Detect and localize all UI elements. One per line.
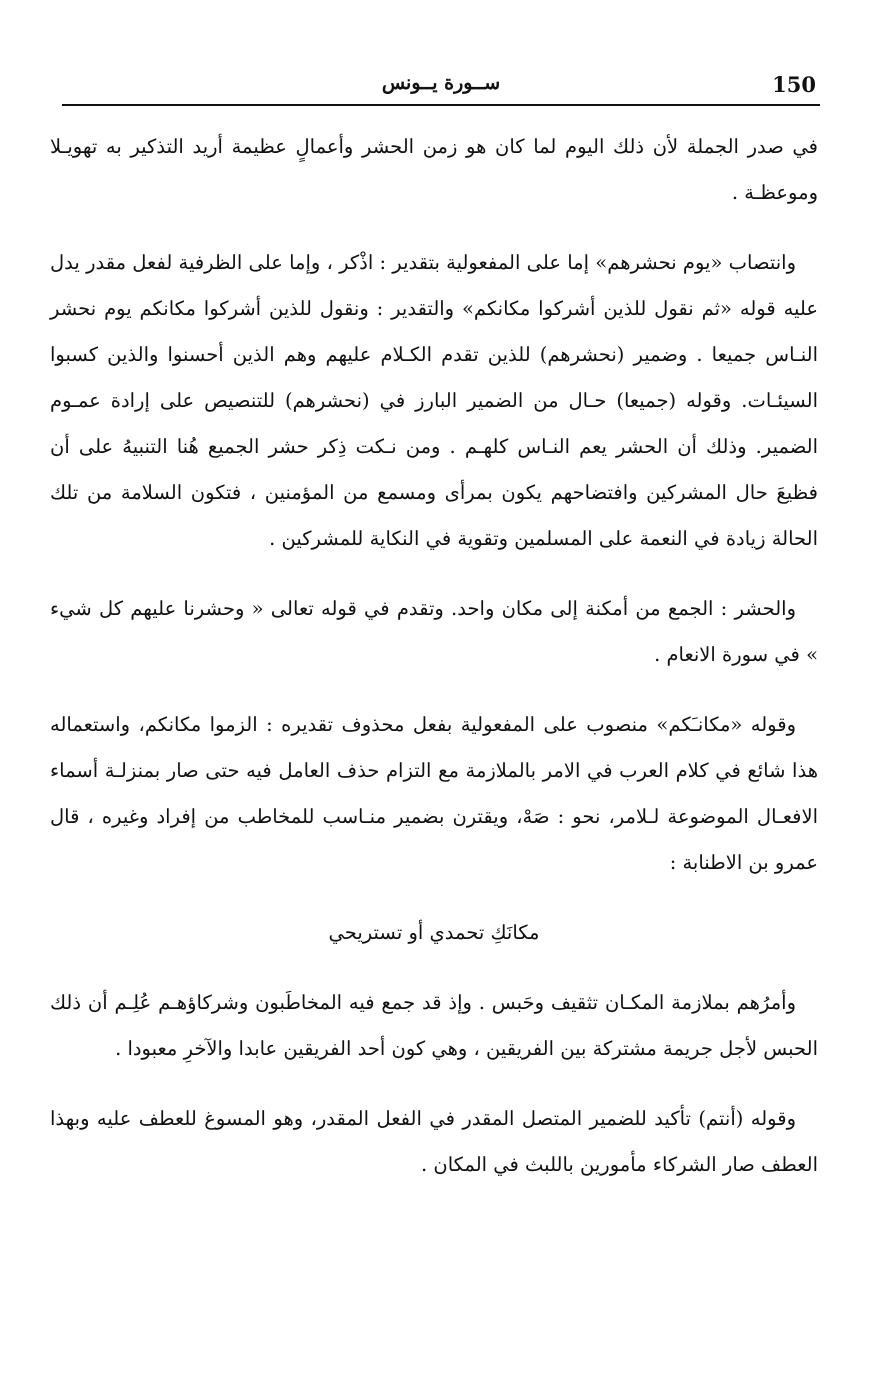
paragraph-confinement: وأمرُهم بملازمة المكـان تثقيف وحَبس . وإذ قد جمع فيه المخاطَبون وشركاؤهـم عُلِـم أن ذلك الحبس لأجل جريمة مشتركة بين الفريقين ، وهي كون أحد الفريقين عابدا والآخرِ معبودا .: [50, 991, 818, 1060]
paragraph-hashr-definition: والحشر : الجمع من أمكنة إلى مكان واحد. وتقدم في قوله تعالى « وحشرنا عليهم كل شيء » في سورة الانعام .: [50, 597, 818, 666]
paragraph-day-of-gathering: وانتصاب «يوم نحشرهم» إما على المفعولية بتقدير : اذْكر ، وإما على الظرفية لفعل مقدر يدل عليه قوله «ثم نقول للذين أشركوا مكانكم» والتقدير : ونقول للذين أشركوا مكانكم يوم نحشر النـاس جميعا . وضمير (نحشرهم) للذين تقدم الكـلام عليهم وهم الذين أحسنوا والذين كسبوا السيئـات. وقوله (جميعا) حـال من الضمير البارز في (نحشرهم) للتنصيص على إرادة عمـوم الضمير. وذلك أن الحشر يعم النـاس كلهـم . ومن نـكت ذِكر حشر الجميع هُنا التنبيهُ على أن فظيعَ حال المشركين وافتضاحهم يكون بمرأى ومسمع من المؤمنين ، فتكون السلامة من تلك الحالة زيادة في النعمة على المسلمين وتقوية في النكاية للمشركين .: [50, 251, 818, 550]
paragraph-intro: في صدر الجملة لأن ذلك اليوم لما كان هو زمن الحشر وأعمالٍ عظيمة أريد التذكير به تهويـلا وموعظـة .: [50, 135, 818, 204]
running-title: ســورة يــونس: [381, 72, 501, 94]
page-number: 150: [772, 72, 816, 97]
page-body: [50, 124, 818, 1212]
paragraph-antum: وقوله (أنتم) تأكيد للضمير المتصل المقدر في الفعل المقدر، وهو المسوغ للعطف عليه وبهذا العطف صار الشركاء مأمورين باللبث في المكان .: [50, 1107, 818, 1176]
poetry-verse: مكانَكِ تحمدي أو تستريحي: [328, 921, 540, 944]
paragraph-makanakum: وقوله «مكانـَكم» منصوب على المفعولية بفعل محذوف تقديره : الزموا مكانكم، واستعماله هذا شائع في كلام العرب في الامر بالملازمة مع التزام حذف العامل فيه حتى صار بمنزلـة أسماء الافعـال الموضوعة لـلامر، نحو : صَهْ، ويقترن بضمير منـاسب للمخاطب من إفراد وغيره ، قال عمرو بن الاطنابة :: [50, 713, 818, 874]
page-header: [62, 70, 820, 106]
